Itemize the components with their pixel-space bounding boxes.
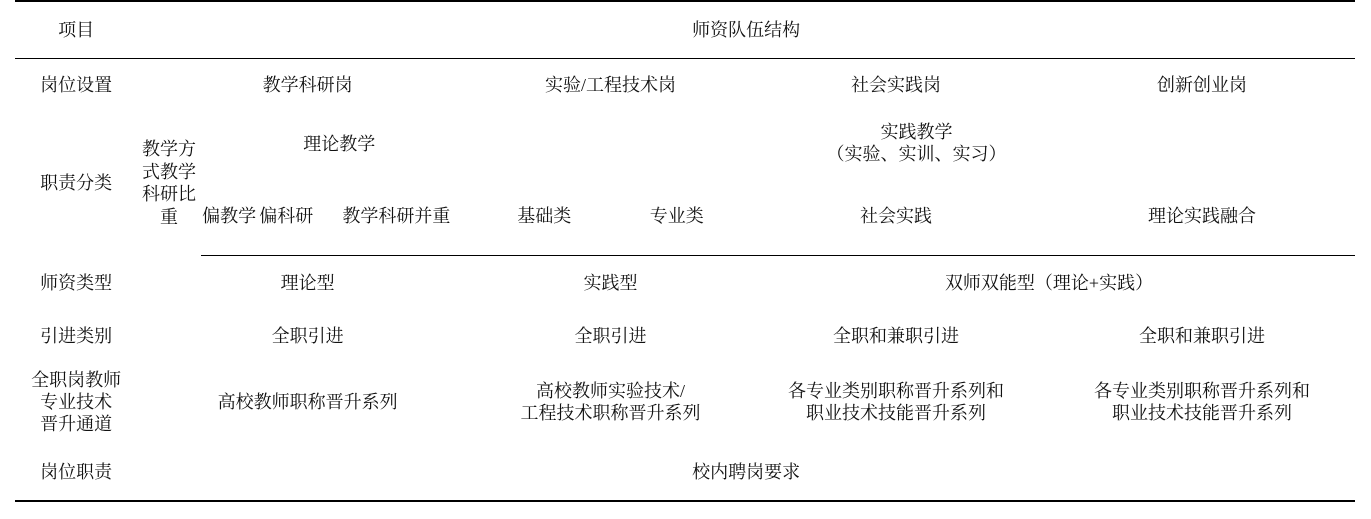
- row-label-recruit-category: 引进类别: [40, 325, 113, 346]
- promotion-label-line3: 晋升通道: [40, 413, 113, 434]
- cell-promotion-university-teacher: [137, 362, 478, 444]
- cell-post-social-practice: 社会实践岗: [851, 74, 941, 95]
- header-faculty-structure: 师资队伍结构: [137, 1, 1355, 59]
- cell-promotion-major-skill-2: [1049, 362, 1355, 444]
- cell-recruit-mixed-2: 全职和兼职引进: [1138, 325, 1265, 346]
- promotion-label-line2: 专业技术: [40, 392, 113, 413]
- cell-teaching-research-weight: 教学方式教学科研比重: [141, 139, 196, 227]
- cell-social-practice: 社会实践: [743, 177, 1049, 256]
- cell-post-experiment-engineering: 实验/工程技术岗: [544, 74, 676, 95]
- row-label-promotion-channel: [15, 362, 137, 444]
- cell-faculty-dual: 双师双能型（理论+实践）: [944, 272, 1154, 293]
- cell-on-campus-requirement: 校内聘岗要求: [137, 444, 1355, 501]
- cell-recruit-fulltime-1: 全职引进: [271, 325, 344, 346]
- table-header-row: [15, 1, 1355, 59]
- cell-major-category: 专业类: [610, 177, 743, 256]
- cell-promotion-experiment-engineering: [478, 362, 743, 444]
- row-post-responsibility: [15, 444, 1355, 501]
- row-recruit-category: [15, 310, 1355, 362]
- header-col-project: 项目: [15, 1, 137, 59]
- cell-faculty-practice: 实践型: [583, 272, 638, 293]
- promotion-3-line2: 职业技术技能晋升系列: [806, 403, 986, 423]
- row-label-post-setup: 岗位设置: [40, 74, 113, 95]
- promotion-4-line1: 各专业类别职称晋升系列和: [1093, 381, 1310, 402]
- promotion-4-line2: 职业技术技能晋升系列: [1111, 403, 1292, 423]
- cell-recruit-fulltime-2: 全职引进: [574, 325, 647, 346]
- practice-teaching-line1: 实践教学: [880, 122, 953, 143]
- promotion-label-line1: 全职岗教师: [31, 370, 122, 391]
- row-promotion-channel: [15, 362, 1355, 444]
- row-label-duty-classification: 职责分类: [40, 173, 113, 193]
- cell-basic-category: 基础类: [478, 177, 611, 256]
- row-post-setup: [15, 59, 1355, 112]
- row-duty-classification-bottom: [15, 177, 1355, 256]
- promotion-2-line1: 高校教师实验技术/: [535, 381, 685, 402]
- row-label-faculty-type: 师资类型: [40, 272, 113, 293]
- faculty-structure-table: [15, 0, 1355, 502]
- cell-post-teaching-research: 教学科研岗: [262, 74, 353, 95]
- promotion-1-line1: 高校教师职称晋升系列: [217, 392, 398, 413]
- cell-recruit-mixed-1: 全职和兼职引进: [833, 325, 959, 346]
- cell-equal-teaching-research: 教学科研并重: [315, 177, 478, 256]
- cell-lean-teaching: 偏教学: [201, 177, 258, 256]
- cell-theory-teaching: 理论教学: [303, 133, 376, 154]
- row-faculty-type: [15, 256, 1355, 311]
- cell-post-innovation: 创新创业岗: [1156, 74, 1247, 95]
- row-duty-classification-top: [15, 111, 1355, 177]
- practice-teaching-line2: （实验、实训、实习）: [826, 144, 1007, 164]
- cell-practice-teaching: [478, 111, 1355, 177]
- promotion-3-line1: 各专业类别职称晋升系列和: [788, 381, 1004, 402]
- cell-promotion-major-skill-1: [743, 362, 1049, 444]
- promotion-2-line2: 工程技术职称晋升系列: [520, 403, 701, 423]
- cell-faculty-theory: 理论型: [280, 272, 335, 293]
- cell-theory-practice-integration: 理论实践融合: [1049, 177, 1355, 256]
- row-label-post-responsibility: 岗位职责: [15, 444, 137, 501]
- cell-lean-research: 偏科研: [258, 177, 315, 256]
